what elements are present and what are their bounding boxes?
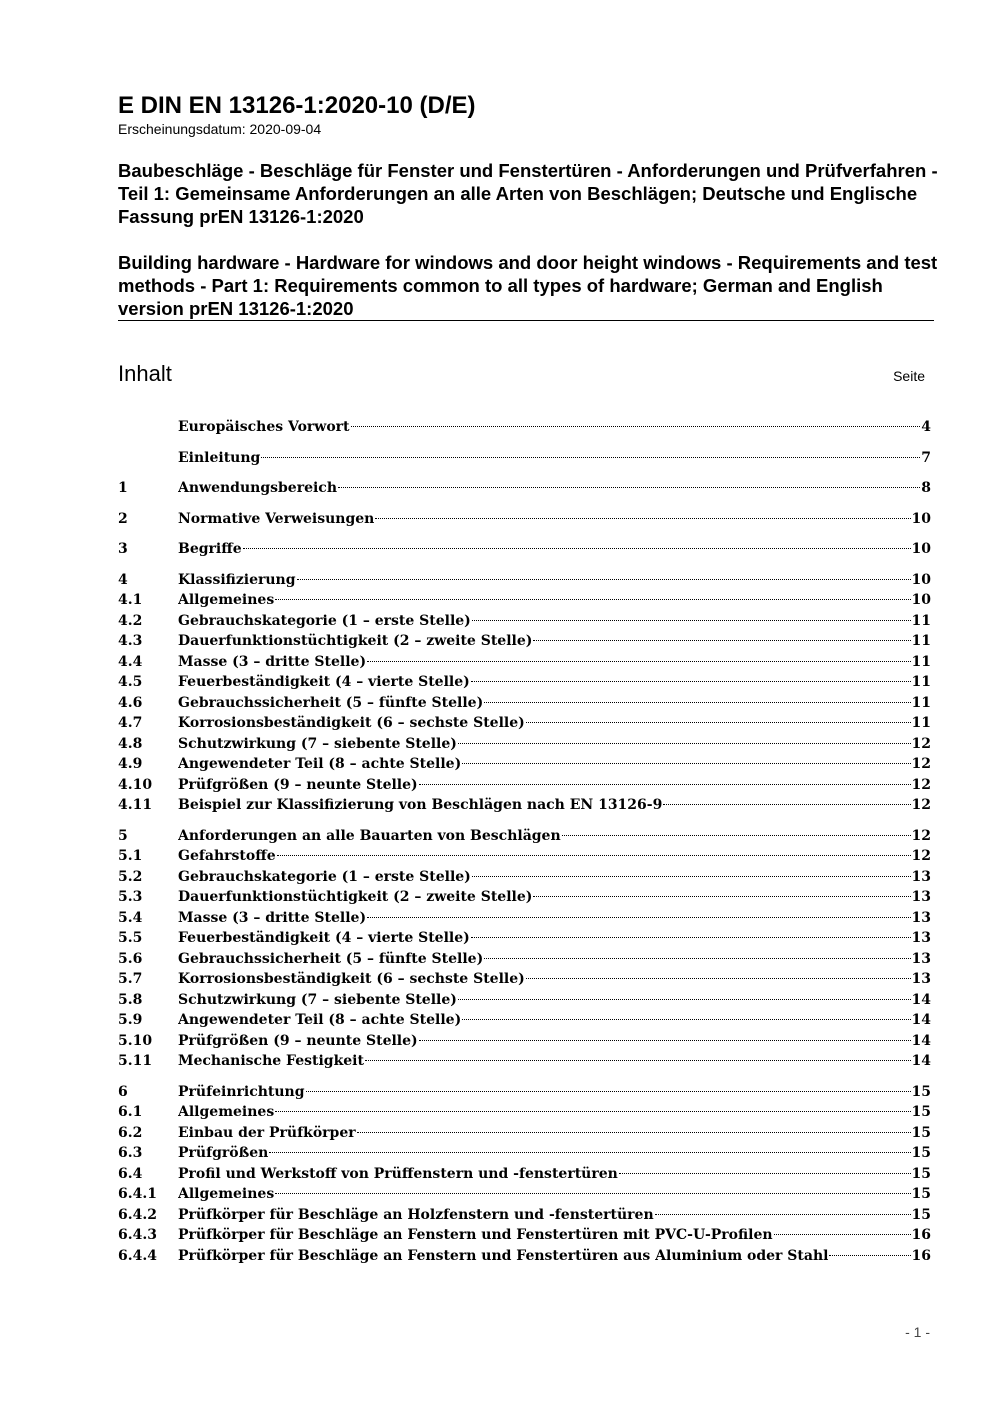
toc-dot-leader bbox=[526, 977, 911, 979]
toc-dot-leader bbox=[277, 854, 911, 856]
toc-entry[interactable] bbox=[118, 1102, 931, 1123]
toc-entry-label: Beispiel zur Klassifizierung von Beschlägen nach EN 13126-9 bbox=[178, 797, 663, 813]
toc-dot-leader bbox=[275, 1192, 910, 1194]
toc-entry-label: Gebrauchssicherheit (5 – fünfte Stelle) bbox=[178, 950, 484, 967]
toc-entry-number: 5 bbox=[118, 827, 128, 844]
toc-entry-number: 4.9 bbox=[118, 756, 143, 772]
toc-entry-label: Gebrauchssicherheit (5 – fünfte Stelle) bbox=[178, 694, 484, 711]
toc-entry[interactable] bbox=[118, 990, 931, 1011]
toc-entry-page: 15 bbox=[911, 1104, 931, 1120]
document-id: E DIN EN 13126-1:2020-10 (D/E) bbox=[118, 92, 476, 119]
toc-entry[interactable] bbox=[118, 1143, 931, 1164]
toc-entry-page: 14 bbox=[911, 1053, 931, 1069]
toc-entry-page: 8 bbox=[921, 480, 931, 496]
toc-dot-leader bbox=[562, 834, 911, 836]
toc-entry-number: 6.4.1 bbox=[118, 1186, 157, 1202]
toc-entry[interactable] bbox=[118, 754, 931, 775]
toc-entry-page: 11 bbox=[911, 715, 931, 731]
toc-dot-leader bbox=[297, 578, 911, 580]
toc-entry-page: 13 bbox=[911, 889, 931, 905]
toc-entry-label: Prüfkörper für Beschläge an Fenstern und Fenstertüren aus Aluminium oder Stahl bbox=[178, 1247, 829, 1264]
toc-entry-page: 4 bbox=[921, 419, 931, 435]
toc-entry[interactable] bbox=[118, 1184, 931, 1205]
toc-entry-label: Korrosionsbeständigkeit (6 – sechste Stelle) bbox=[178, 715, 525, 731]
toc-entry-label: Begriffe bbox=[178, 541, 242, 557]
toc-entry[interactable] bbox=[118, 1010, 931, 1031]
title-german: Baubeschläge - Beschläge für Fenster und Fenstertüren - Anforderungen und Prüfverfahren - Teil 1: Gemeinsame Anforderungen an alle Arten von Beschlägen; Deutsche und Englische Fassung prEN 13126-1:2020 bbox=[118, 160, 938, 227]
toc-entry-number: 5.6 bbox=[118, 950, 143, 967]
toc-entry-number: 5.7 bbox=[118, 971, 143, 987]
toc-dot-leader bbox=[419, 1039, 911, 1041]
toc-dot-leader bbox=[306, 1090, 911, 1092]
toc-entry-label: Prüfeinrichtung bbox=[178, 1083, 305, 1100]
toc-entry-page: 15 bbox=[911, 1124, 931, 1141]
toc-entry[interactable] bbox=[118, 1164, 931, 1185]
toc-entry-number: 2 bbox=[118, 510, 128, 527]
toc-entry-page: 11 bbox=[911, 633, 931, 649]
toc-entry-page: 15 bbox=[911, 1145, 931, 1161]
toc-entry-label: Klassifizierung bbox=[178, 571, 296, 588]
toc-entry-number: 4.11 bbox=[118, 797, 153, 813]
toc-entry-label: Prüfkörper für Beschläge an Fenstern und Fenstertüren mit PVC-U-Profilen bbox=[178, 1227, 773, 1243]
toc-entry-label: Allgemeines bbox=[178, 1104, 275, 1120]
toc-dot-leader bbox=[526, 721, 911, 723]
toc-dot-leader bbox=[774, 1233, 911, 1235]
toc-dot-leader bbox=[419, 783, 911, 785]
toc-dot-leader bbox=[338, 486, 920, 488]
toc-entry[interactable] bbox=[118, 1123, 931, 1144]
toc-entry[interactable] bbox=[118, 846, 931, 867]
toc-entry-label: Schutzwirkung (7 – siebente Stelle) bbox=[178, 991, 457, 1008]
toc-dot-leader bbox=[375, 517, 910, 519]
toc-entry-label: Angewendeter Teil (8 – achte Stelle) bbox=[178, 1012, 462, 1028]
toc-dot-leader bbox=[458, 742, 911, 744]
toc-entry-page: 12 bbox=[911, 735, 931, 752]
toc-entry-label: Gebrauchskategorie (1 – erste Stelle) bbox=[178, 612, 471, 629]
toc-entry[interactable] bbox=[118, 631, 931, 652]
page-number: - 1 - bbox=[905, 1324, 930, 1340]
toc-dot-leader bbox=[243, 547, 911, 549]
toc-entry-label: Dauerfunktionstüchtigkeit (2 – zweite Stelle) bbox=[178, 633, 533, 649]
toc-entry-page: 10 bbox=[911, 592, 931, 608]
toc-entry-page: 14 bbox=[911, 991, 931, 1008]
toc-entry-label: Anwendungsbereich bbox=[178, 480, 337, 496]
toc-entry[interactable] bbox=[118, 887, 931, 908]
toc-entry-label: Korrosionsbeständigkeit (6 – sechste Stelle) bbox=[178, 971, 525, 987]
toc-entry-page: 13 bbox=[911, 868, 931, 885]
toc-entry-number: 4.6 bbox=[118, 694, 143, 711]
toc-entry-label: Allgemeines bbox=[178, 1186, 275, 1202]
toc-entry-number: 4.1 bbox=[118, 592, 143, 608]
toc-entry-label: Anforderungen an alle Bauarten von Beschlägen bbox=[178, 827, 561, 844]
toc-entry[interactable] bbox=[118, 1031, 931, 1052]
toc-entry[interactable] bbox=[118, 611, 931, 632]
toc-entry-page: 15 bbox=[911, 1165, 931, 1182]
toc-entry-label: Mechanische Festigkeit bbox=[178, 1053, 364, 1069]
toc-dot-leader bbox=[462, 1018, 910, 1020]
toc-entry-page: 13 bbox=[911, 971, 931, 987]
toc-entry[interactable] bbox=[118, 969, 931, 990]
toc-page-column-label: Seite bbox=[893, 368, 925, 384]
toc-entry-number: 4 bbox=[118, 571, 128, 588]
toc-entry[interactable] bbox=[118, 734, 931, 755]
toc-entry-label: Profil und Werkstoff von Prüffenstern und -fenstertüren bbox=[178, 1165, 618, 1182]
toc-entry-number: 6.4.4 bbox=[118, 1247, 157, 1264]
toc-entry-label: Einleitung bbox=[178, 449, 261, 466]
toc-entry-page: 10 bbox=[911, 541, 931, 557]
title-english: Building hardware - Hardware for windows and door height windows - Requirements and test methods - Part 1: Requirements common to all types of hardware; German and English version prEN 13126-1:2020 bbox=[118, 252, 938, 319]
toc-dot-leader bbox=[472, 875, 911, 877]
toc-dot-leader bbox=[357, 1131, 911, 1133]
toc-dot-leader bbox=[619, 1172, 911, 1174]
toc-entry-page: 7 bbox=[921, 449, 931, 466]
toc-entry-page: 11 bbox=[911, 674, 931, 690]
toc-entry-page: 16 bbox=[911, 1227, 931, 1243]
toc-dot-leader bbox=[351, 425, 921, 427]
toc-entry-number: 6.1 bbox=[118, 1104, 143, 1120]
toc-entry-number: 4.2 bbox=[118, 612, 143, 629]
toc-entry-label: Allgemeines bbox=[178, 592, 275, 608]
toc-dot-leader bbox=[458, 998, 911, 1000]
toc-entry-number: 5.3 bbox=[118, 889, 143, 905]
toc-entry[interactable] bbox=[118, 417, 931, 438]
toc-entry-number: 5.8 bbox=[118, 991, 143, 1008]
toc-entry-label: Schutzwirkung (7 – siebente Stelle) bbox=[178, 735, 457, 752]
toc-entry[interactable] bbox=[118, 1246, 931, 1267]
toc-entry-label: Angewendeter Teil (8 – achte Stelle) bbox=[178, 756, 462, 772]
toc-entry-label: Feuerbeständigkeit (4 – vierte Stelle) bbox=[178, 674, 470, 690]
toc-entry[interactable] bbox=[118, 775, 931, 796]
toc-entry-page: 13 bbox=[911, 950, 931, 967]
toc-entry-number: 6.3 bbox=[118, 1145, 143, 1161]
toc-dot-leader bbox=[533, 639, 910, 641]
toc-entry[interactable] bbox=[118, 713, 931, 734]
toc-entry-label: Europäisches Vorwort bbox=[178, 419, 350, 435]
toc-entry-number: 6.2 bbox=[118, 1124, 143, 1141]
toc-entry-label: Gebrauchskategorie (1 – erste Stelle) bbox=[178, 868, 471, 885]
toc-entry-page: 13 bbox=[911, 930, 931, 946]
toc-entry-page: 12 bbox=[911, 797, 931, 813]
toc-entry[interactable] bbox=[118, 1225, 931, 1246]
toc-entry-label: Einbau der Prüfkörper bbox=[178, 1124, 356, 1141]
toc-entry-number: 4.5 bbox=[118, 674, 143, 690]
toc-dot-leader bbox=[367, 916, 910, 918]
toc-entry[interactable] bbox=[118, 509, 931, 530]
toc-entry[interactable] bbox=[118, 478, 931, 499]
toc-entry[interactable] bbox=[118, 928, 931, 949]
toc-entry-number: 5.2 bbox=[118, 868, 143, 885]
toc-entry-number: 5.5 bbox=[118, 930, 143, 946]
toc-entry-number: 5.9 bbox=[118, 1012, 143, 1028]
toc-entry-label: Prüfgrößen (9 – neunte Stelle) bbox=[178, 776, 418, 793]
toc-entry-page: 12 bbox=[911, 756, 931, 772]
toc-entry-number: 4.4 bbox=[118, 653, 143, 670]
toc-entry[interactable] bbox=[118, 867, 931, 888]
toc-dot-leader bbox=[471, 936, 911, 938]
toc-entry-page: 15 bbox=[911, 1186, 931, 1202]
toc-entry-number: 3 bbox=[118, 541, 128, 557]
toc-dot-leader bbox=[655, 1213, 911, 1215]
toc-entry-label: Masse (3 – dritte Stelle) bbox=[178, 909, 367, 926]
toc-entry-label: Prüfkörper für Beschläge an Holzfenstern und -fenstertüren bbox=[178, 1206, 654, 1223]
toc-entry[interactable] bbox=[118, 693, 931, 714]
title-divider bbox=[118, 320, 934, 321]
toc-entry-page: 12 bbox=[911, 848, 931, 864]
toc-entry[interactable] bbox=[118, 795, 931, 816]
toc-dot-leader bbox=[367, 660, 910, 662]
toc-entry-page: 12 bbox=[911, 776, 931, 793]
toc-dot-leader bbox=[472, 619, 911, 621]
toc-entry-label: Dauerfunktionstüchtigkeit (2 – zweite Stelle) bbox=[178, 889, 533, 905]
toc-entry[interactable] bbox=[118, 1082, 931, 1103]
toc-entry-page: 11 bbox=[911, 612, 931, 629]
toc-dot-leader bbox=[275, 1110, 910, 1112]
toc-entry[interactable] bbox=[118, 448, 931, 469]
toc-entry[interactable] bbox=[118, 826, 931, 847]
toc-entry-page: 14 bbox=[911, 1012, 931, 1028]
toc-entry[interactable] bbox=[118, 672, 931, 693]
toc-entry-page: 12 bbox=[911, 827, 931, 844]
toc-entry-number: 6.4.2 bbox=[118, 1206, 157, 1223]
toc-entry[interactable] bbox=[118, 908, 931, 929]
toc-dot-leader bbox=[261, 456, 920, 458]
toc-entry-number: 4.10 bbox=[118, 776, 153, 793]
toc-entry[interactable] bbox=[118, 1205, 931, 1226]
toc-entry-number: 5.11 bbox=[118, 1053, 153, 1069]
toc-entry[interactable] bbox=[118, 590, 931, 611]
toc-entry-number: 6.4 bbox=[118, 1165, 143, 1182]
toc-entry-number: 5.1 bbox=[118, 848, 143, 864]
toc-entry[interactable] bbox=[118, 949, 931, 970]
toc-entry-label: Masse (3 – dritte Stelle) bbox=[178, 653, 367, 670]
toc-entry-number: 6 bbox=[118, 1083, 128, 1100]
toc-dot-leader bbox=[663, 803, 910, 805]
toc-entry[interactable] bbox=[118, 570, 931, 591]
toc-entry-label: Gefahrstoffe bbox=[178, 848, 276, 864]
toc-entry-page: 13 bbox=[911, 909, 931, 926]
toc-entry-number: 4.8 bbox=[118, 735, 143, 752]
toc-dot-leader bbox=[484, 701, 910, 703]
toc-entry-page: 16 bbox=[911, 1247, 931, 1264]
toc-entry-page: 15 bbox=[911, 1206, 931, 1223]
toc-dot-leader bbox=[829, 1254, 910, 1256]
toc-entry-number: 5.10 bbox=[118, 1032, 153, 1049]
toc-entry-page: 11 bbox=[911, 653, 931, 670]
toc-entry-number: 4.7 bbox=[118, 715, 143, 731]
toc-dot-leader bbox=[471, 680, 911, 682]
toc-dot-leader bbox=[484, 957, 910, 959]
toc-entry-label: Feuerbeständigkeit (4 – vierte Stelle) bbox=[178, 930, 470, 946]
toc-entry-number: 5.4 bbox=[118, 909, 143, 926]
toc-entry-page: 15 bbox=[911, 1083, 931, 1100]
toc-entry-label: Normative Verweisungen bbox=[178, 510, 375, 527]
toc-dot-leader bbox=[275, 598, 910, 600]
publication-date: Erscheinungsdatum: 2020-09-04 bbox=[118, 121, 322, 137]
toc-entry-label: Prüfgrößen (9 – neunte Stelle) bbox=[178, 1032, 418, 1049]
toc-dot-leader bbox=[533, 895, 910, 897]
toc-entry[interactable] bbox=[118, 1051, 931, 1072]
toc-entry-number: 1 bbox=[118, 480, 128, 496]
toc-entry-page: 10 bbox=[911, 571, 931, 588]
toc-dot-leader bbox=[365, 1059, 911, 1061]
toc-entry[interactable] bbox=[118, 652, 931, 673]
toc-heading: Inhalt bbox=[118, 361, 172, 386]
toc-entry-page: 11 bbox=[911, 694, 931, 711]
toc-entry-number: 4.3 bbox=[118, 633, 143, 649]
toc-entry[interactable] bbox=[118, 539, 931, 560]
toc-entry-number: 6.4.3 bbox=[118, 1227, 157, 1243]
toc-dot-leader bbox=[269, 1151, 910, 1153]
toc-dot-leader bbox=[462, 762, 910, 764]
toc-entry-label: Prüfgrößen bbox=[178, 1145, 269, 1161]
toc-entry-page: 10 bbox=[911, 510, 931, 527]
table-of-contents bbox=[118, 417, 931, 1266]
toc-entry-page: 14 bbox=[911, 1032, 931, 1049]
